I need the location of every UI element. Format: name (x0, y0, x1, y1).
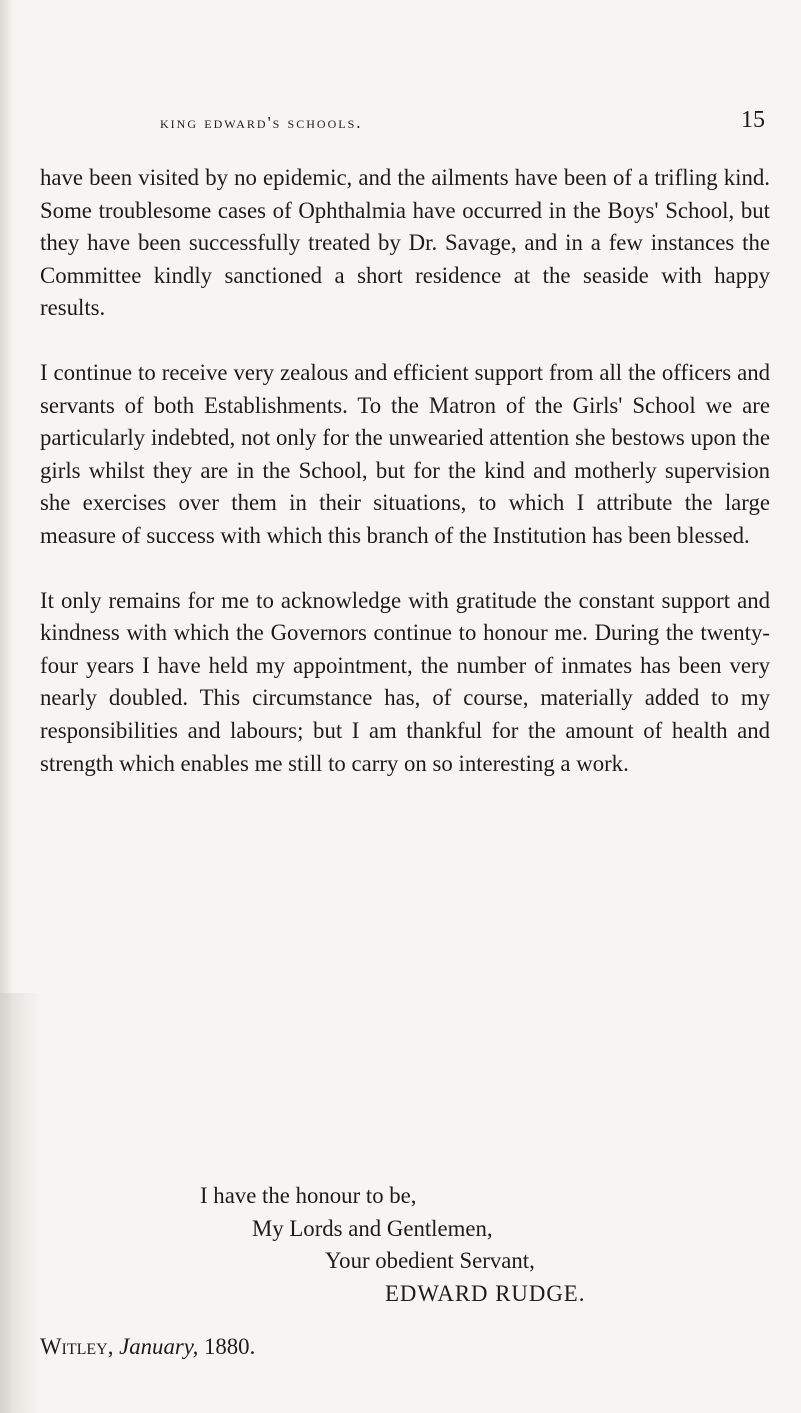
closing-line-honour: I have the honour to be, (200, 1183, 417, 1208)
paragraph-support: I continue to receive very zealous and efficient support from all the officers and servants of both Establishments. To the Matron of the Girls' School we are particularly indebted, not only for the unwearied attention she bestows upon the girls whilst they are in the School, but for the kind and motherly supervision she exercises over them in their situations, to which I attribute the large measure of success with which this branch of the Institution has been blessed. (40, 359, 770, 548)
paragraph-gratitude: It only remains for me to acknowledge with gratitude the constant support and kindness with which the Governors continue to honour me. During the twenty-four years I have held my appointment, the number of inmates has been very nearly doubled. This circumstance has, of course, materially added to my responsibilities and labours; but I am thankful for the amount of health and strength which enables me still to carry on so interesting a work. (40, 587, 770, 776)
closing-line-salutation: My Lords and Gentlemen, (252, 1215, 493, 1241)
dateline (40, 1334, 255, 1360)
closing-line-servant: Your obedient Servant, (325, 1248, 535, 1274)
paragraph-health: have been visited by no epidemic, and the ailments have been of a trifling kind. Some troublesome cases of Ophthalmia have occurred in the Boys' School, but they have been successfully treated by Dr. Savage, and in a few instances the Committee kindly sanctioned a short residence at the seaside with happy results. (40, 165, 770, 321)
letter-closing (40, 1180, 770, 1310)
signature: EDWARD RUDGE. (385, 1280, 586, 1306)
letter-body (40, 162, 770, 812)
page-binding-shadow (0, 993, 40, 1413)
dateline-place: Witley, (40, 1334, 114, 1359)
page-number: 15 (741, 107, 765, 133)
dateline-month: January, (119, 1334, 199, 1359)
dateline-year: 1880. (203, 1334, 256, 1359)
running-head: king edward's schools. (160, 113, 363, 132)
